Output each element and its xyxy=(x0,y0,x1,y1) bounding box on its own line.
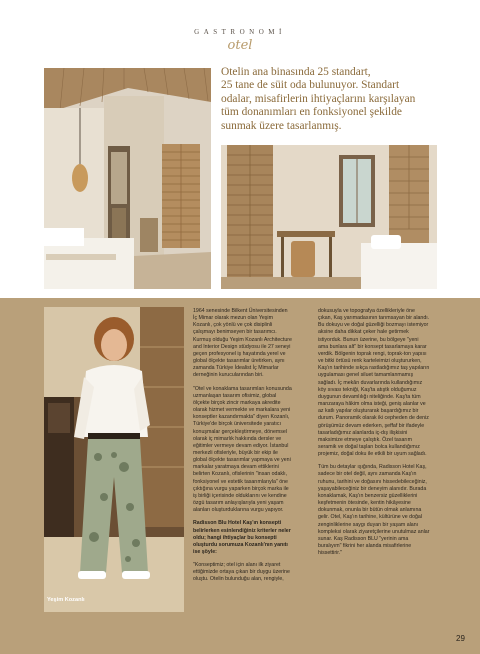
article-headline xyxy=(221,66,437,133)
headline-line: tüm donanımları en fonksiyonel şekilde xyxy=(221,106,402,119)
hotel-room-photo-right-illustration xyxy=(221,145,437,289)
designer-portrait-illustration xyxy=(44,307,184,612)
hotel-room-photo-left xyxy=(44,68,211,289)
article-paragraph: "Otel ve konaklama tasarımları konusunda uzmanlaşan tasarım ofisimiz, global ölçekte birçok zincir markaya akredite olarak hizmet vermekte ve markalara yeni konseptler kazandırmakta" diyen Kozanlı, Türkiye'de birçok üniversitede yaratıcı konuşmalar gerçekleştirmeye, dönemsel olarak iç mimarlık hakkında dersler ve eğitimler vermeye devam ediyor. İstanbul merkezli ofisleriyle, büyük bir ekip ile global ölçekte tasarımlar yapmaya ve yeni markalar yaratmaya devam ettiklerini belirten Kozanlı, ofislerinin "insan odaklı, fonksiyonel ve estetik tasarımlarıyla" öne çıktığına vurgu yaparken birçok marka ile iş birliği içerisinde olduklarını ve kendine özgü tasarım anlayışlarıyla yeni yaşam alanları oluşturduklarına vurgu yapıyor. xyxy=(193,385,292,514)
hotel-room-photo-right xyxy=(221,145,437,289)
section-subtitle: otel xyxy=(227,38,253,53)
article-paragraph: "Konseptimiz; otel için alanı ilk ziyaret ettiğimizde ortaya çıkan bir duygu üzerine oluştu. Otelin bulunduğu alan, rengiyle, xyxy=(193,562,290,583)
magazine-section-title: GASTRONOMİ xyxy=(194,28,286,36)
article-column-1 xyxy=(193,308,293,590)
page-number: 29 xyxy=(456,634,465,643)
headline-line: odalar, misafirlerin ihtiyaçlarını karşılayan xyxy=(221,92,416,105)
portrait-caption: Yeşim Kozanlı xyxy=(47,597,85,603)
headline-line: 25 tane de süit oda bulunuyor. Standart xyxy=(221,79,400,92)
article-paragraph: dokusuyla ve topografya özellikleriyle öne çıkan, Kaş yarımadasının tarımsayan bir alandı. Bu dokuyu ve doğal güzelliği bozmayı istemiyor aksine daha dikkat çeker hale getirmek istiyorduk. Bunun üzerine, bu bölgeye "yeni ama bunlara alt" bir konsept tasarlamaya karar verdik. Bölgenin toprak rengi, toprak-ton yapısı ve bitki örtüsü renk karteleimizi oluştururken, Kaş'ın tarihinde sıkça rastladığımız taş yapıların uygulaması genel siluet tamamlanmamış sağladı. İç mekân duvarlarında kullandığımız köy sıvası tekniği, Kaş'ta atıştk olduğumuz duygunun devamlılığı niteliğinde. Kaş'ta tüm manzaraya hâkim olma isteği, geniş alanlar ve az katlı yapılar oluşturarak başardığımız bir durum. Panoramik olarak iki cepheden de deniz görüşümüz devam ederken, şeffaf bir ifadeyle tasarladığımız alanlarda iç-dış ilişkisini maksimize etmeye çalıştık. Özel tasarım seramik ve doğal taşları bolca kullandığımız projemiz, doğal doku ile etkili bir uyum sağladı. xyxy=(318,308,430,458)
designer-portrait-photo xyxy=(44,307,184,612)
article-paragraph: Tüm bu detaylar ışığında, Radisson Hotel Kaş, sadece bir otel değil, aynı zamanda Kaş'ın ruhunu, tarihini ve doğasını hissedebileceğiniz, yaşayabileceğiniz bir deneyim alanıdır. Burada konaklamak, Kaş'ın benzersiz güzelliklerini keşfetmenin ötesinde, kentin hikâyesine dokunmak, onunla bir bütün olmak anlamına gelir. Otel, Kaş'ın tarihine, kültürüne ve doğal zenginliklerine saygı duyan bir yaşam alanı kompleksi olarak ziyaretçilerine unutulmaz anlar sunar. Kaş Radisson BLU "yerinin ama buralıyım" fikrini her alanda misafirlerine hissettirir." xyxy=(318,464,430,557)
headline-line: Otelin ana binasında 25 standart, xyxy=(221,66,371,78)
article-paragraph: 1964 senesinde Bilkent Üniversitesinden İç Mimar olarak mezun olan Yeşim Kozanlı, çok yönlü ve çok disiplinli çalışmayı benimseyen bir tasarımcı. Kurmuş olduğu Yeşim Kozanlı Architecture and Interior Design stüdyosu ile 27 seneyi geçen profesyonel iş hayatında yerel ve global ölçekte tasarımlar üretirken, aynı zamanda Türkiye İdealist İç Mimarlar derneğinin kurucularından biri. xyxy=(193,308,292,379)
interview-question: Radisson Blu Hotel Kaş'ın konsepti belirlerken esinlendiğiniz kriterler neler oldu; hangi ihtiyaçlar bu konsepti oluşturdu sorumuza Kozanlı'nın yanıtı ise şöyle: xyxy=(193,520,291,555)
article-column-2 xyxy=(318,308,430,563)
hotel-room-photo-left-illustration xyxy=(44,68,211,289)
headline-line: sunmak üzere tasarlanmış. xyxy=(221,119,342,132)
